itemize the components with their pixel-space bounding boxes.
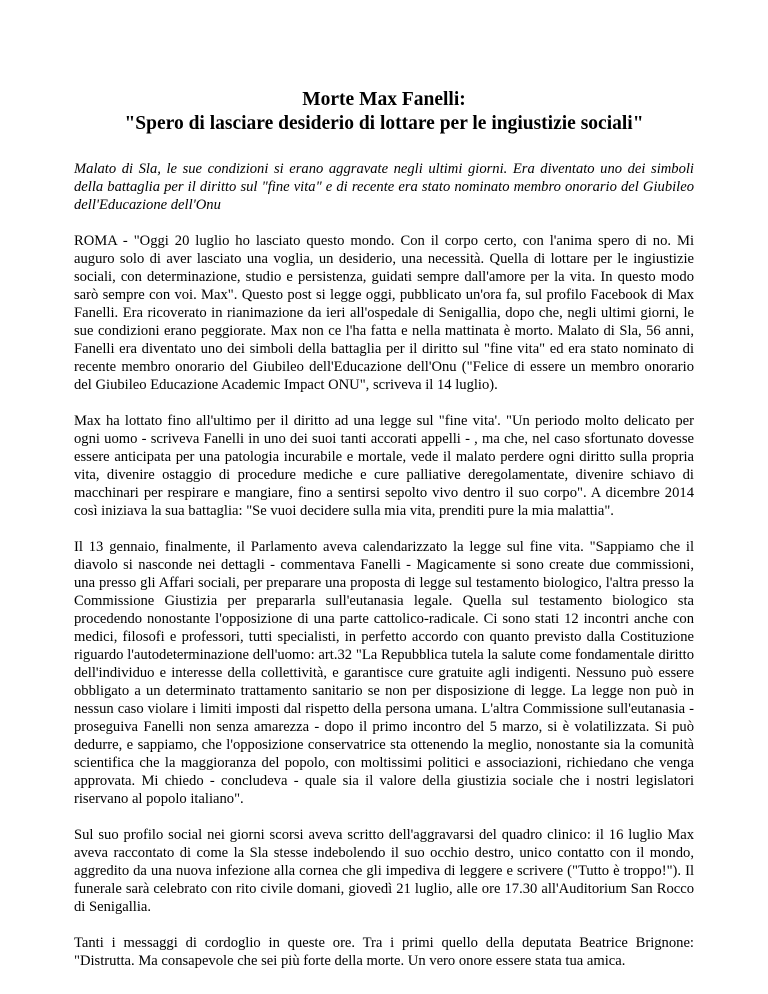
paragraph-4: Sul suo profilo social nei giorni scorsi aveva scritto dell'aggravarsi del quadro clinico: il 16 luglio Max aveva raccontato di come la Sla stesse indebolendo il suo occhio destro, unico contatto con il mondo, aggredito da una nuova infezione alla cornea che gli impediva di leggere e scrivere ("Tutto è troppo!"). Il funerale sarà celebrato con rito civile domani, giovedì 21 luglio, alle ore 17.30 all'Auditorium San Rocco di Senigallia. (74, 827, 694, 915)
paragraph-1: ROMA - "Oggi 20 luglio ho lasciato questo mondo. Con il corpo certo, con l'anima spero di no. Mi auguro solo di aver lasciato una voglia, un desiderio, una necessità. Quella di lottare per le ingiustizie sociali, con determinazione, studio e persistenza, guidati sempre dall'amore per la vita. In questo modo sarò sempre con voi. Max". Questo post si legge oggi, pubblicato un'ora fa, sul profilo Facebook di Max Fanelli. Era ricoverato in rianimazione da ieri all'ospedale di Senigallia, dopo che, negli ultimi giorni, le sue condizioni erano peggiorate. Max non ce l'ha fatta e nella mattinata è morto. Malato di Sla, 56 anni, Fanelli era diventato uno dei simboli della battaglia per il diritto sul "fine vita" ed era stato nominato di recente membro onorario del Giubileo dell'Educazione dell'Onu ("Felice di essere un membro onorario del Giubileo Educazione Academic Impact ONU", scriveva il 14 luglio). (74, 233, 694, 393)
title-line-1: Morte Max Fanelli: (302, 89, 466, 110)
paragraph-2: Max ha lottato fino all'ultimo per il diritto ad una legge sul "fine vita'. "Un periodo molto delicato per ogni uomo - scriveva Fanelli in uno dei suoi tanti accorati appelli - , ma che, nel caso sfortunato dovesse essere anticipata per una patologia incurabile e mortale, vede il malato perdere ogni diritto sulla propria vita, divenire ostaggio di procedure mediche e cure palliative deregolamentate, divenire schiavo di macchinari per respirare e mangiare, fino a sentirsi sepolto vivo dentro il suo corpo". A dicembre 2014 così iniziava la sua battaglia: "Se vuoi decidere sulla mia vita, prenditi pure la mia malattia". (74, 413, 694, 519)
article-title (74, 88, 694, 136)
title-line-2: "Spero di lasciare desiderio di lottare per le ingiustizie sociali" (124, 113, 644, 134)
paragraph-3: Il 13 gennaio, finalmente, il Parlamento aveva calendarizzato la legge sul fine vita. "Sappiamo che il diavolo si nasconde nei dettagli - commentava Fanelli - Magicamente si sono create due commissioni, una presso gli Affari sociali, per preparare una proposta di legge sul testamento biologico, l'altra presso la Commissione Giustizia per prepararla sull'eutanasia legale. Quella sul testamento biologico sta procedendo nonostante l'opposizione di una parte cattolico-radicale. Ci sono stati 12 incontri anche con medici, filosofi e professori, tutti specialisti, in perfetto accordo con quanto previsto dalla Costituzione riguardo l'autodeterminazione dell'uomo: art.32 "La Repubblica tutela la salute come fondamentale diritto dell'individuo e interesse della collettività, e garantisce cure gratuite agli indigenti. Nessuno può essere obbligato a un determinato trattamento sanitario se non per disposizione di legge. La legge non può in nessun caso violare i limiti imposti dal rispetto della persona umana. L'altra Commissione sull'eutanasia - proseguiva Fanelli non senza amarezza - dopo il primo incontro del 5 marzo, si è volatilizzata. Si può dedurre, e sappiamo, che l'opposizione conservatrice sta ottenendo la meglio, nonostante sia la comunità scientifica che la maggioranza del popolo, con moltissimi politici e associazioni, richiedano che venga approvata. Mi chiedo - concludeva - quale sia il valore della giustizia sociale che i nostri legislatori riservano al popolo italiano". (74, 539, 694, 807)
document-page (74, 88, 694, 988)
paragraph-5: Tanti i messaggi di cordoglio in queste ore. Tra i primi quello della deputata Beatrice Brignone: "Distrutta. Ma consapevole che sei più forte della morte. Un vero onore essere stata tua amica. (74, 935, 694, 969)
article-subtitle: Malato di Sla, le sue condizioni si erano aggravate negli ultimi giorni. Era diventato uno dei simboli della battaglia per il diritto sul "fine vita" e di recente era stato nominato membro onorario del Giubileo dell'Educazione dell'Onu (74, 161, 694, 213)
